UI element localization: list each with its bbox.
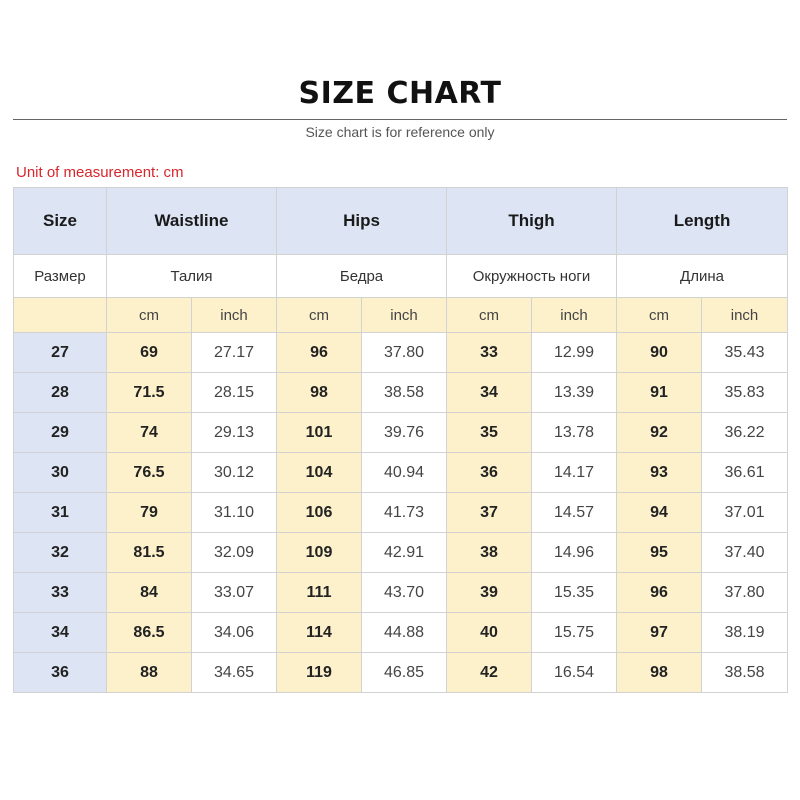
unit-length-inch: inch — [702, 298, 788, 333]
cell-waist-inch: 30.12 — [192, 453, 277, 493]
cell-thigh-inch: 16.54 — [532, 653, 617, 693]
unit-hips-inch: inch — [362, 298, 447, 333]
cell-hips-cm: 96 — [277, 333, 362, 373]
header-row — [14, 188, 788, 255]
cell-hips-cm: 98 — [277, 373, 362, 413]
cell-length-cm: 98 — [617, 653, 702, 693]
header-ru-size: Размер — [14, 255, 107, 298]
cell-size: 30 — [14, 453, 107, 493]
cell-hips-cm: 106 — [277, 493, 362, 533]
cell-waist-cm: 79 — [107, 493, 192, 533]
unit-waist-inch: inch — [192, 298, 277, 333]
table-row — [14, 493, 788, 533]
table-row — [14, 573, 788, 613]
cell-thigh-cm: 40 — [447, 613, 532, 653]
cell-length-inch: 36.61 — [702, 453, 788, 493]
cell-hips-inch: 39.76 — [362, 413, 447, 453]
header-ru-waistline: Талия — [107, 255, 277, 298]
cell-waist-cm: 71.5 — [107, 373, 192, 413]
cell-waist-inch: 34.65 — [192, 653, 277, 693]
cell-thigh-cm: 35 — [447, 413, 532, 453]
cell-waist-cm: 84 — [107, 573, 192, 613]
cell-waist-inch: 32.09 — [192, 533, 277, 573]
cell-waist-cm: 88 — [107, 653, 192, 693]
table-row — [14, 613, 788, 653]
cell-waist-inch: 31.10 — [192, 493, 277, 533]
cell-thigh-inch: 14.96 — [532, 533, 617, 573]
unit-thigh-inch: inch — [532, 298, 617, 333]
cell-waist-inch: 28.15 — [192, 373, 277, 413]
header-waistline: Waistline — [107, 188, 277, 255]
cell-length-cm: 94 — [617, 493, 702, 533]
header-size: Size — [14, 188, 107, 255]
table-row — [14, 533, 788, 573]
cell-waist-inch: 33.07 — [192, 573, 277, 613]
cell-hips-cm: 109 — [277, 533, 362, 573]
cell-length-cm: 92 — [617, 413, 702, 453]
title-divider — [13, 119, 787, 120]
cell-length-cm: 96 — [617, 573, 702, 613]
cell-hips-inch: 44.88 — [362, 613, 447, 653]
cell-thigh-cm: 37 — [447, 493, 532, 533]
header-ru-hips: Бедра — [277, 255, 447, 298]
cell-hips-inch: 40.94 — [362, 453, 447, 493]
header-thigh: Thigh — [447, 188, 617, 255]
cell-hips-cm: 101 — [277, 413, 362, 453]
cell-thigh-inch: 15.75 — [532, 613, 617, 653]
cell-size: 36 — [14, 653, 107, 693]
cell-length-inch: 35.43 — [702, 333, 788, 373]
cell-thigh-cm: 38 — [447, 533, 532, 573]
cell-size: 34 — [14, 613, 107, 653]
cell-hips-inch: 37.80 — [362, 333, 447, 373]
cell-waist-cm: 76.5 — [107, 453, 192, 493]
table-row — [14, 413, 788, 453]
cell-size: 27 — [14, 333, 107, 373]
cell-hips-inch: 43.70 — [362, 573, 447, 613]
cell-size: 29 — [14, 413, 107, 453]
unit-blank-cell — [14, 298, 107, 333]
table-row — [14, 453, 788, 493]
cell-hips-cm: 111 — [277, 573, 362, 613]
cell-waist-inch: 29.13 — [192, 413, 277, 453]
cell-waist-cm: 74 — [107, 413, 192, 453]
unit-row — [14, 298, 788, 333]
cell-hips-cm: 119 — [277, 653, 362, 693]
cell-size: 32 — [14, 533, 107, 573]
cell-thigh-inch: 14.57 — [532, 493, 617, 533]
unit-thigh-cm: cm — [447, 298, 532, 333]
cell-size: 33 — [14, 573, 107, 613]
cell-thigh-inch: 13.78 — [532, 413, 617, 453]
size-table — [13, 187, 788, 693]
cell-hips-cm: 104 — [277, 453, 362, 493]
page-subtitle: Size chart is for reference only — [305, 124, 495, 140]
unit-note: Unit of measurement: cm — [16, 164, 184, 181]
cell-length-cm: 93 — [617, 453, 702, 493]
unit-length-cm: cm — [617, 298, 702, 333]
cell-waist-inch: 27.17 — [192, 333, 277, 373]
cell-thigh-inch: 14.17 — [532, 453, 617, 493]
unit-hips-cm: cm — [277, 298, 362, 333]
cell-length-inch: 35.83 — [702, 373, 788, 413]
cell-length-cm: 91 — [617, 373, 702, 413]
cell-thigh-cm: 34 — [447, 373, 532, 413]
cell-thigh-inch: 15.35 — [532, 573, 617, 613]
cell-hips-inch: 41.73 — [362, 493, 447, 533]
cell-length-inch: 38.58 — [702, 653, 788, 693]
cell-waist-cm: 81.5 — [107, 533, 192, 573]
header-length: Length — [617, 188, 788, 255]
cell-waist-inch: 34.06 — [192, 613, 277, 653]
cell-thigh-cm: 42 — [447, 653, 532, 693]
header-row-russian — [14, 255, 788, 298]
table-row — [14, 653, 788, 693]
cell-hips-inch: 38.58 — [362, 373, 447, 413]
cell-hips-cm: 114 — [277, 613, 362, 653]
header-ru-length: Длина — [617, 255, 788, 298]
cell-length-cm: 90 — [617, 333, 702, 373]
cell-size: 31 — [14, 493, 107, 533]
cell-hips-inch: 42.91 — [362, 533, 447, 573]
cell-size: 28 — [14, 373, 107, 413]
cell-waist-cm: 69 — [107, 333, 192, 373]
table-row — [14, 333, 788, 373]
cell-length-inch: 36.22 — [702, 413, 788, 453]
cell-length-inch: 37.01 — [702, 493, 788, 533]
header-ru-thigh: Окружность ноги — [447, 255, 617, 298]
table-row — [14, 373, 788, 413]
cell-length-cm: 95 — [617, 533, 702, 573]
cell-thigh-inch: 12.99 — [532, 333, 617, 373]
cell-thigh-cm: 33 — [447, 333, 532, 373]
cell-hips-inch: 46.85 — [362, 653, 447, 693]
page-title: SIZE CHART — [298, 76, 502, 111]
header-hips: Hips — [277, 188, 447, 255]
cell-thigh-inch: 13.39 — [532, 373, 617, 413]
unit-waist-cm: cm — [107, 298, 192, 333]
cell-length-inch: 37.80 — [702, 573, 788, 613]
cell-waist-cm: 86.5 — [107, 613, 192, 653]
cell-length-inch: 37.40 — [702, 533, 788, 573]
cell-thigh-cm: 36 — [447, 453, 532, 493]
cell-length-cm: 97 — [617, 613, 702, 653]
cell-length-inch: 38.19 — [702, 613, 788, 653]
cell-thigh-cm: 39 — [447, 573, 532, 613]
